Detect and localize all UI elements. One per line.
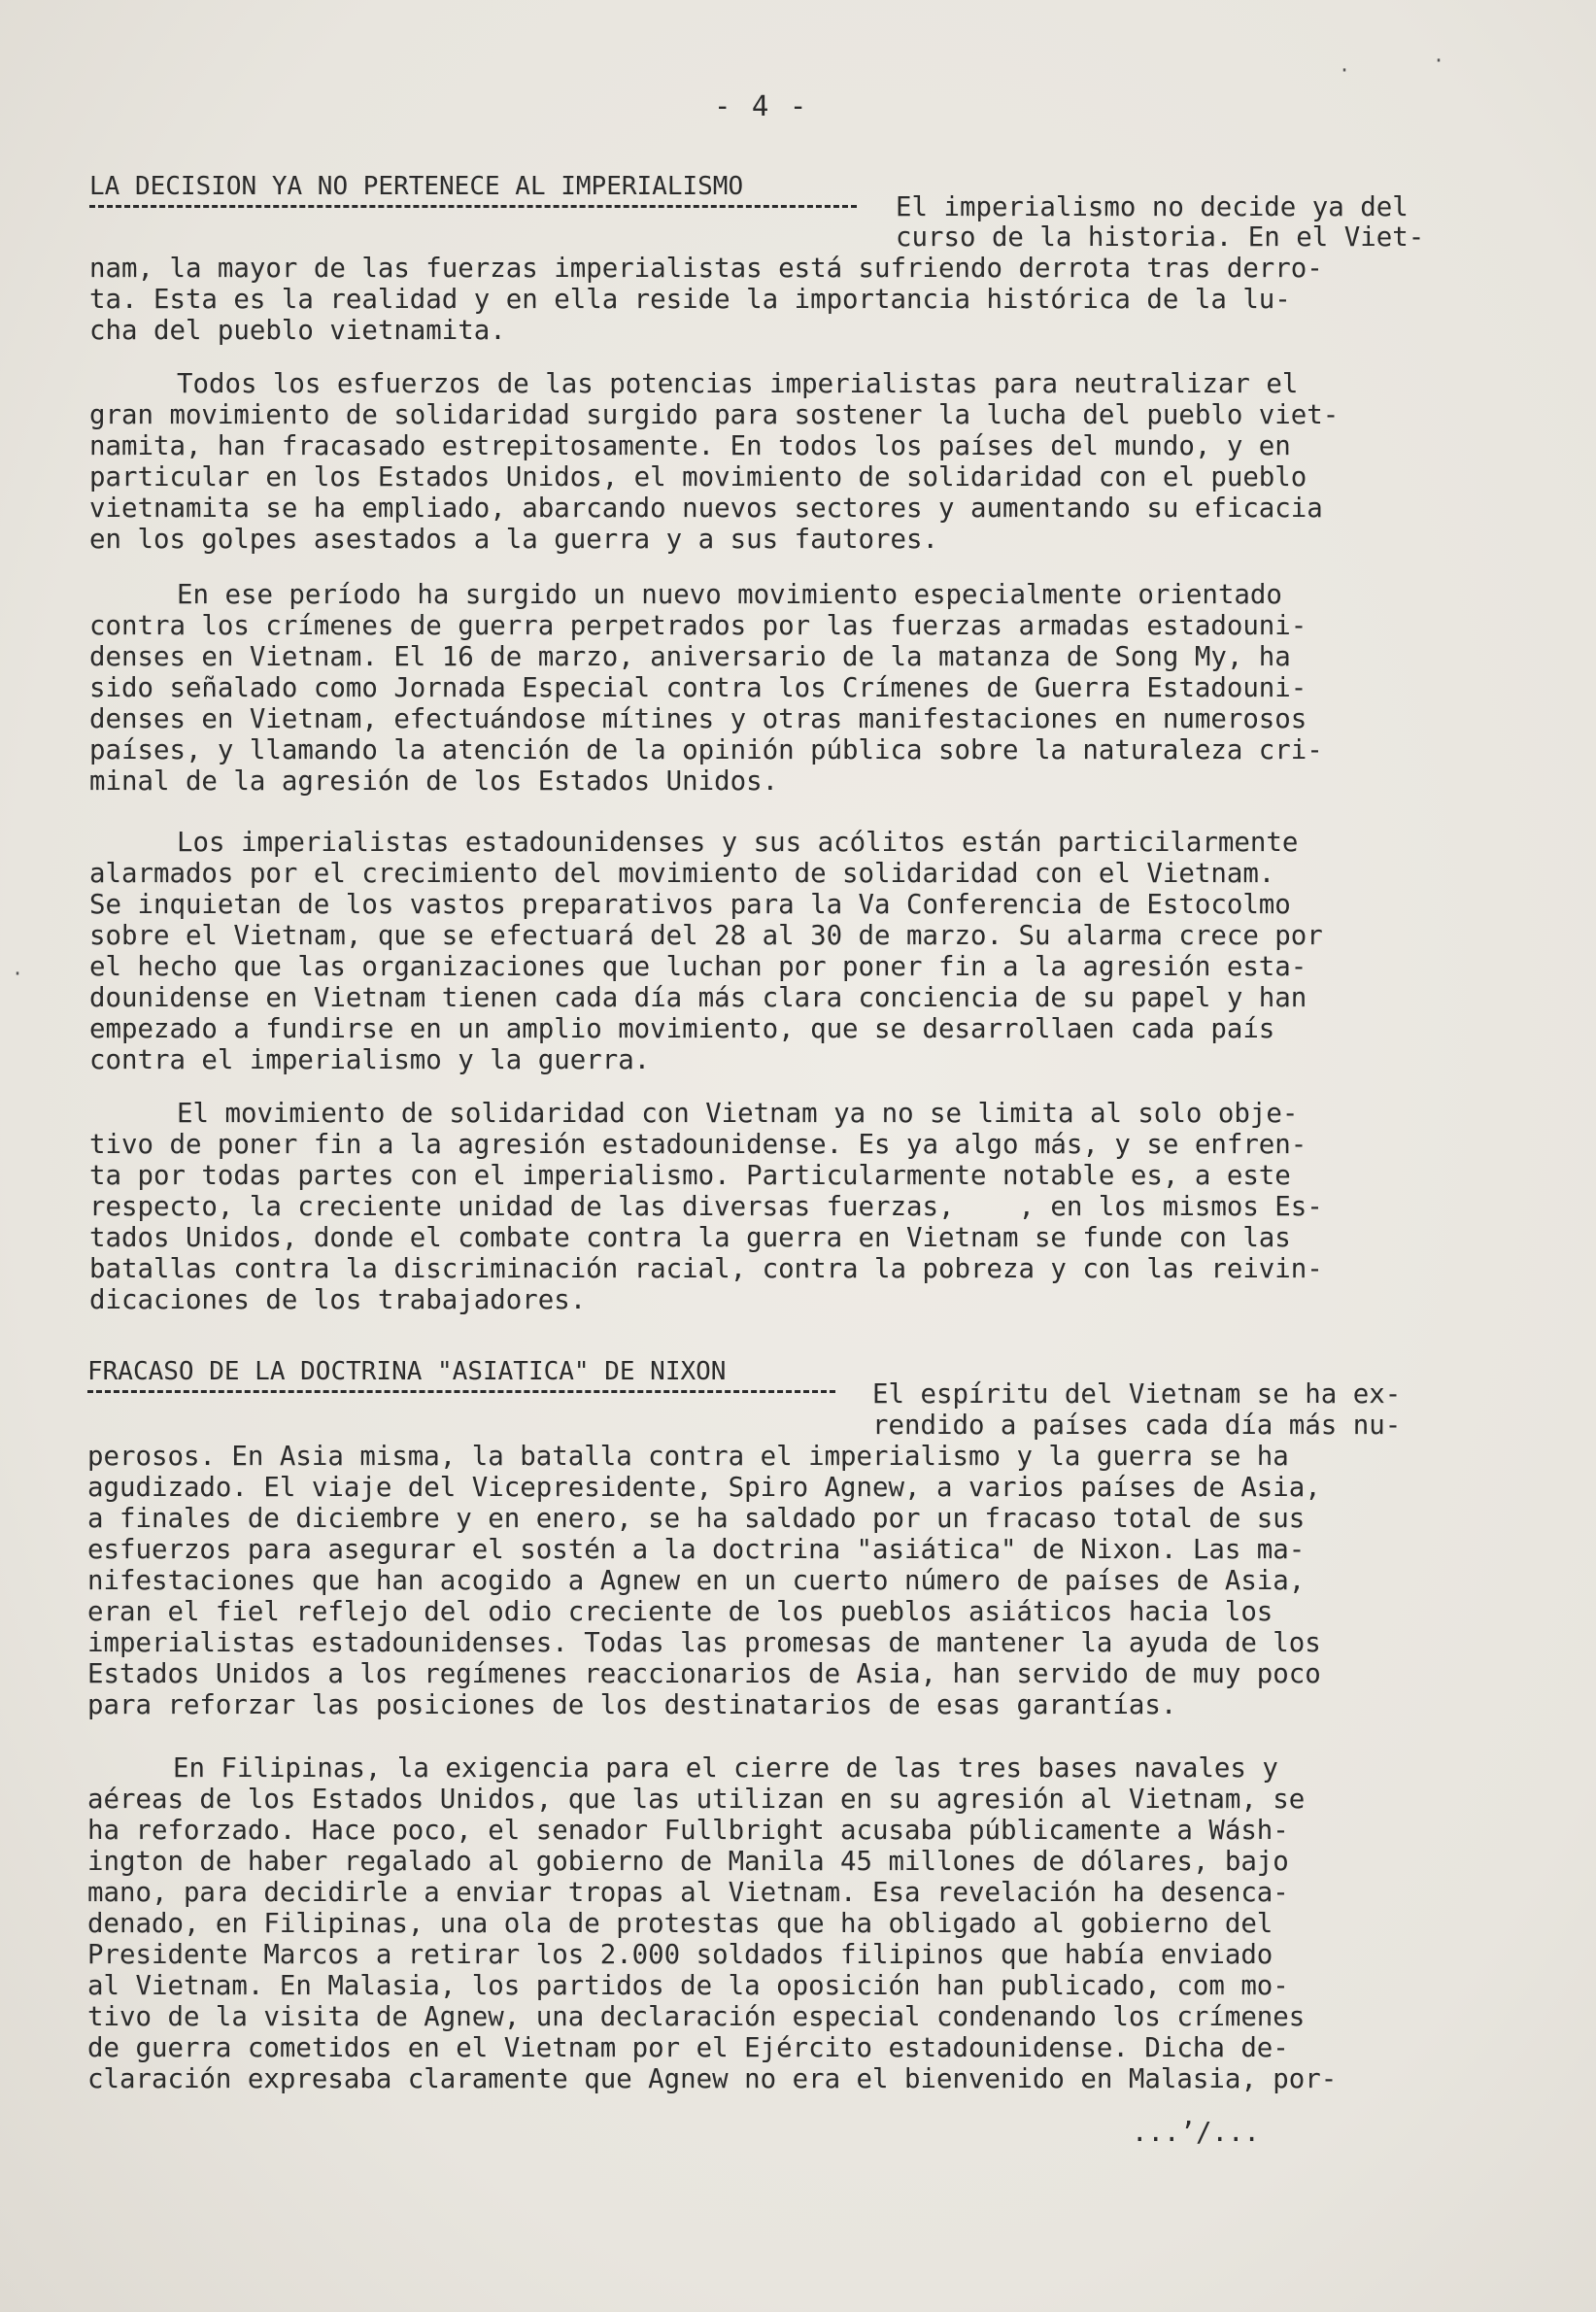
text-line: eran el fiel reflejo del odio creciente de los pueblos asiáticos hacia los xyxy=(87,1597,1273,1627)
text-line: a finales de diciembre y en enero, se ha saldado por un fracaso total de sus xyxy=(87,1504,1306,1534)
text-line: denses en Vietnam, efectuándose mítines y otras manifestaciones en numerosos xyxy=(89,704,1307,734)
continuation-marker: ...’/... xyxy=(1132,2118,1260,2148)
text-line: imperialistas estadounidenses. Todas las promesas de mantener la ayuda de los xyxy=(87,1628,1321,1658)
section-heading-fracaso: FRACASO DE LA DOCTRINA "ASIATICA" DE NIXON xyxy=(87,1357,727,1386)
text-line: sido señalado como Jornada Especial contra los Crímenes de Guerra Estadouni- xyxy=(89,673,1307,703)
text-line: El movimiento de solidaridad con Vietnam ya no se limita al solo obje- xyxy=(177,1099,1299,1129)
text-line: contra el imperialismo y la guerra. xyxy=(89,1045,651,1075)
text-line: curso de la historia. En el Viet- xyxy=(896,222,1425,253)
text-line: vietnamita se ha empliado, abarcando nuevos sectores y aumentando su eficacia xyxy=(89,493,1323,524)
text-line: Estados Unidos a los regímenes reaccionarios de Asia, han servido de muy poco xyxy=(87,1659,1321,1689)
text-line: Se inquietan de los vastos preparativos para la Va Conferencia de Estocolmo xyxy=(89,890,1291,920)
text-line: alarmados por el crecimiento del movimiento de solidaridad con el Vietnam. xyxy=(89,859,1275,889)
text-line: ington de haber regalado al gobierno de Manila 45 millones de dólares, bajo xyxy=(87,1847,1289,1877)
text-line: contra los crímenes de guerra perpetrados por las fuerzas armadas estadouni- xyxy=(89,611,1307,641)
text-line: namita, han fracasado estrepitosamente. En todos los países del mundo, y en xyxy=(89,431,1291,461)
text-line: nam, la mayor de las fuerzas imperialistas está sufriendo derrota tras derro- xyxy=(89,254,1323,284)
text-line: respecto, la creciente unidad de las diversas fuerzas, , en los mismos Es- xyxy=(89,1192,1323,1222)
text-line: aéreas de los Estados Unidos, que las utilizan en su agresión al Vietnam, se xyxy=(87,1785,1306,1815)
text-line: dicaciones de los trabajadores. xyxy=(89,1285,587,1315)
text-line: Todos los esfuerzos de las potencias imperialistas para neutralizar el xyxy=(177,369,1299,399)
text-line: mano, para decidirle a enviar tropas al Vietnam. Esa revelación ha desenca- xyxy=(87,1878,1289,1908)
text-line: denado, en Filipinas, una ola de protestas que ha obligado al gobierno del xyxy=(87,1909,1273,1939)
scan-speck: · xyxy=(1339,58,1351,82)
text-line: el hecho que las organizaciones que luchan por poner fin a la agresión esta- xyxy=(89,952,1307,982)
text-line: para reforzar las posiciones de los destinatarios de esas garantías. xyxy=(87,1690,1177,1720)
text-line: en los golpes asestados a la guerra y a sus fautores. xyxy=(89,525,938,555)
text-line: El imperialismo no decide ya del xyxy=(896,192,1409,222)
text-line: de guerra cometidos en el Vietnam por el Ejército estadounidense. Dicha de- xyxy=(87,2033,1289,2063)
heading-underline xyxy=(89,205,857,208)
scan-speck: · xyxy=(1433,49,1445,72)
text-line: Los imperialistas estadounidenses y sus acólitos están particilarmente xyxy=(177,828,1299,858)
text-line: agudizado. El viaje del Vicepresidente, Spiro Agnew, a varios países de Asia, xyxy=(87,1473,1321,1503)
text-line: batallas contra la discriminación racial, contra la pobreza y con las reivin- xyxy=(89,1254,1323,1284)
text-line: denses en Vietnam. El 16 de marzo, aniversario de la matanza de Song My, ha xyxy=(89,642,1291,672)
text-line: El espíritu del Vietnam se ha ex- xyxy=(872,1379,1402,1410)
text-line: particular en los Estados Unidos, el movimiento de solidaridad con el pueblo xyxy=(89,462,1307,493)
text-line: tivo de poner fin a la agresión estadounidense. Es ya algo más, y se enfren- xyxy=(89,1130,1307,1160)
scan-speck: · xyxy=(12,962,24,985)
text-line: tivo de la visita de Agnew, una declaración especial condenando los crímenes xyxy=(87,2002,1306,2032)
text-line: dounidense en Vietnam tienen cada día más clara conciencia de su papel y han xyxy=(89,983,1307,1013)
text-line: cha del pueblo vietnamita. xyxy=(89,316,506,346)
text-line: al Vietnam. En Malasia, los partidos de la oposición han publicado, com mo- xyxy=(87,1971,1289,2001)
heading-underline xyxy=(87,1390,835,1393)
text-line: países, y llamando la atención de la opinión pública sobre la naturaleza cri- xyxy=(89,735,1323,765)
text-line: En ese período ha surgido un nuevo movimiento especialmente orientado xyxy=(177,580,1282,610)
section-heading-decision: LA DECISION YA NO PERTENECE AL IMPERIALISMO xyxy=(89,172,744,201)
text-line: claración expresaba claramente que Agnew no era el bienvenido en Malasia, por- xyxy=(87,2064,1338,2094)
text-line: minal de la agresión de los Estados Unidos. xyxy=(89,766,779,797)
text-line: empezado a fundirse en un amplio movimiento, que se desarrollaen cada país xyxy=(89,1014,1275,1044)
text-line: Presidente Marcos a retirar los 2.000 soldados filipinos que había enviado xyxy=(87,1940,1273,1970)
text-line: ta por todas partes con el imperialismo. Particularmente notable es, a este xyxy=(89,1161,1291,1191)
text-line: esfuerzos para asegurar el sostén a la doctrina "asiática" de Nixon. Las ma- xyxy=(87,1535,1306,1565)
page-number: - 4 - xyxy=(714,89,809,122)
text-line: En Filipinas, la exigencia para el cierre de las tres bases navales y xyxy=(173,1753,1278,1784)
text-line: sobre el Vietnam, que se efectuará del 28 al 30 de marzo. Su alarma crece por xyxy=(89,921,1323,951)
text-line: rendido a países cada día más nu- xyxy=(872,1411,1402,1441)
text-line: tados Unidos, donde el combate contra la guerra en Vietnam se funde con las xyxy=(89,1223,1291,1253)
text-line: perosos. En Asia misma, la batalla contra el imperialismo y la guerra se ha xyxy=(87,1442,1289,1472)
text-line: nifestaciones que han acogido a Agnew en un cuerto número de países de Asia, xyxy=(87,1566,1306,1596)
text-line: ha reforzado. Hace poco, el senador Fullbright acusaba públicamente a Wásh- xyxy=(87,1816,1289,1846)
text-line: ta. Esta es la realidad y en ella reside la importancia histórica de la lu- xyxy=(89,285,1291,315)
text-line: gran movimiento de solidaridad surgido para sostener la lucha del pueblo viet- xyxy=(89,400,1340,430)
